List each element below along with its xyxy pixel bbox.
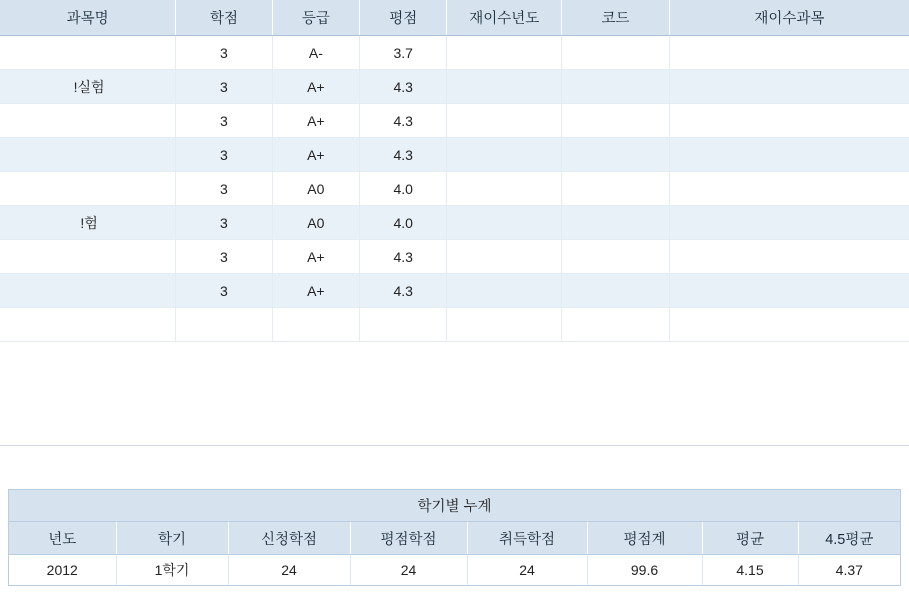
cell-applied-credits: 24 — [228, 555, 350, 586]
column-header-subject: 과목명 — [0, 0, 176, 36]
summary-title-row — [9, 490, 900, 522]
column-header-point: 평점 — [360, 0, 447, 36]
cell-earned-credits: 24 — [467, 555, 587, 586]
cell-retake-year — [447, 172, 562, 206]
empty-cell — [447, 308, 562, 342]
cell-retake-year — [447, 70, 562, 104]
cell-grade: A+ — [272, 274, 359, 308]
cell-code — [562, 36, 670, 70]
semester-summary-table — [9, 490, 900, 585]
cell-retake-year — [447, 104, 562, 138]
cell-retake-year — [447, 274, 562, 308]
cell-code — [562, 70, 670, 104]
cell-retake-year — [447, 206, 562, 240]
cell-credit: 3 — [176, 172, 272, 206]
cell-point: 4.3 — [360, 104, 447, 138]
table-row — [0, 274, 909, 308]
cell-retake-subject — [669, 274, 909, 308]
column-header-applied-credits: 신청학점 — [228, 522, 350, 555]
cell-retake-year — [447, 138, 562, 172]
cell-retake-subject — [669, 138, 909, 172]
cell-credit: 3 — [176, 206, 272, 240]
column-header-credit: 학점 — [176, 0, 272, 36]
cell-credit: 3 — [176, 138, 272, 172]
cell-credit: 3 — [176, 70, 272, 104]
empty-cell — [360, 308, 447, 342]
cell-subject — [0, 274, 176, 308]
table-row — [0, 240, 909, 274]
cell-code — [562, 274, 670, 308]
column-header-code: 코드 — [562, 0, 670, 36]
table-row — [0, 138, 909, 172]
empty-cell — [176, 308, 272, 342]
cell-retake-subject — [669, 206, 909, 240]
cell-code — [562, 138, 670, 172]
table-row — [0, 70, 909, 104]
cell-point: 4.3 — [360, 240, 447, 274]
cell-average: 4.15 — [702, 555, 798, 586]
cell-point: 3.7 — [360, 36, 447, 70]
cell-subject: !실험 — [0, 70, 176, 104]
column-header-year: 년도 — [9, 522, 116, 555]
table-row — [0, 172, 909, 206]
table-row — [9, 555, 900, 586]
column-header-average-4-5: 4.5평균 — [798, 522, 900, 555]
cell-point: 4.0 — [360, 172, 447, 206]
table-empty-space-row — [0, 308, 909, 342]
cell-retake-year — [447, 36, 562, 70]
cell-graded-credits: 24 — [350, 555, 467, 586]
cell-point: 4.0 — [360, 206, 447, 240]
cell-point: 4.3 — [360, 138, 447, 172]
cell-retake-subject — [669, 36, 909, 70]
cell-credit: 3 — [176, 274, 272, 308]
column-header-retake-subject: 재이수과목 — [669, 0, 909, 36]
empty-cell — [669, 308, 909, 342]
cell-retake-subject — [669, 172, 909, 206]
cell-year: 2012 — [9, 555, 116, 586]
cell-credit: 3 — [176, 104, 272, 138]
cell-subject: !험 — [0, 206, 176, 240]
column-header-total-points: 평점계 — [587, 522, 702, 555]
empty-cell — [0, 308, 176, 342]
cell-retake-subject — [669, 70, 909, 104]
column-header-semester: 학기 — [116, 522, 228, 555]
empty-cell — [562, 308, 670, 342]
cell-code — [562, 240, 670, 274]
cell-grade: A- — [272, 36, 359, 70]
table-row — [0, 36, 909, 70]
cell-grade: A0 — [272, 206, 359, 240]
summary-title: 학기별 누계 — [9, 490, 900, 522]
cell-subject — [0, 104, 176, 138]
cell-average-4-5: 4.37 — [798, 555, 900, 586]
column-header-earned-credits: 취득학점 — [467, 522, 587, 555]
cell-grade: A+ — [272, 240, 359, 274]
cell-subject — [0, 172, 176, 206]
cell-grade: A+ — [272, 70, 359, 104]
cell-grade: A+ — [272, 104, 359, 138]
cell-retake-subject — [669, 240, 909, 274]
cell-credit: 3 — [176, 240, 272, 274]
cell-total-points: 99.6 — [587, 555, 702, 586]
column-header-graded-credits: 평점학점 — [350, 522, 467, 555]
cell-retake-subject — [669, 104, 909, 138]
cell-subject — [0, 138, 176, 172]
cell-point: 4.3 — [360, 274, 447, 308]
cell-retake-year — [447, 240, 562, 274]
summary-header-row — [9, 522, 900, 555]
cell-subject — [0, 240, 176, 274]
cell-code — [562, 206, 670, 240]
cell-credit: 3 — [176, 36, 272, 70]
column-header-grade: 등급 — [272, 0, 359, 36]
cell-grade: A0 — [272, 172, 359, 206]
cell-code — [562, 172, 670, 206]
table-row — [0, 206, 909, 240]
semester-summary-container — [8, 489, 901, 586]
grades-table-header-row — [0, 0, 909, 36]
cell-code — [562, 104, 670, 138]
column-header-average: 평균 — [702, 522, 798, 555]
cell-subject — [0, 36, 176, 70]
cell-semester: 1학기 — [116, 555, 228, 586]
grades-table-bottom-divider — [0, 445, 909, 446]
cell-point: 4.3 — [360, 70, 447, 104]
empty-cell — [272, 308, 359, 342]
column-header-retake-year: 재이수년도 — [447, 0, 562, 36]
table-row — [0, 104, 909, 138]
cell-grade: A+ — [272, 138, 359, 172]
